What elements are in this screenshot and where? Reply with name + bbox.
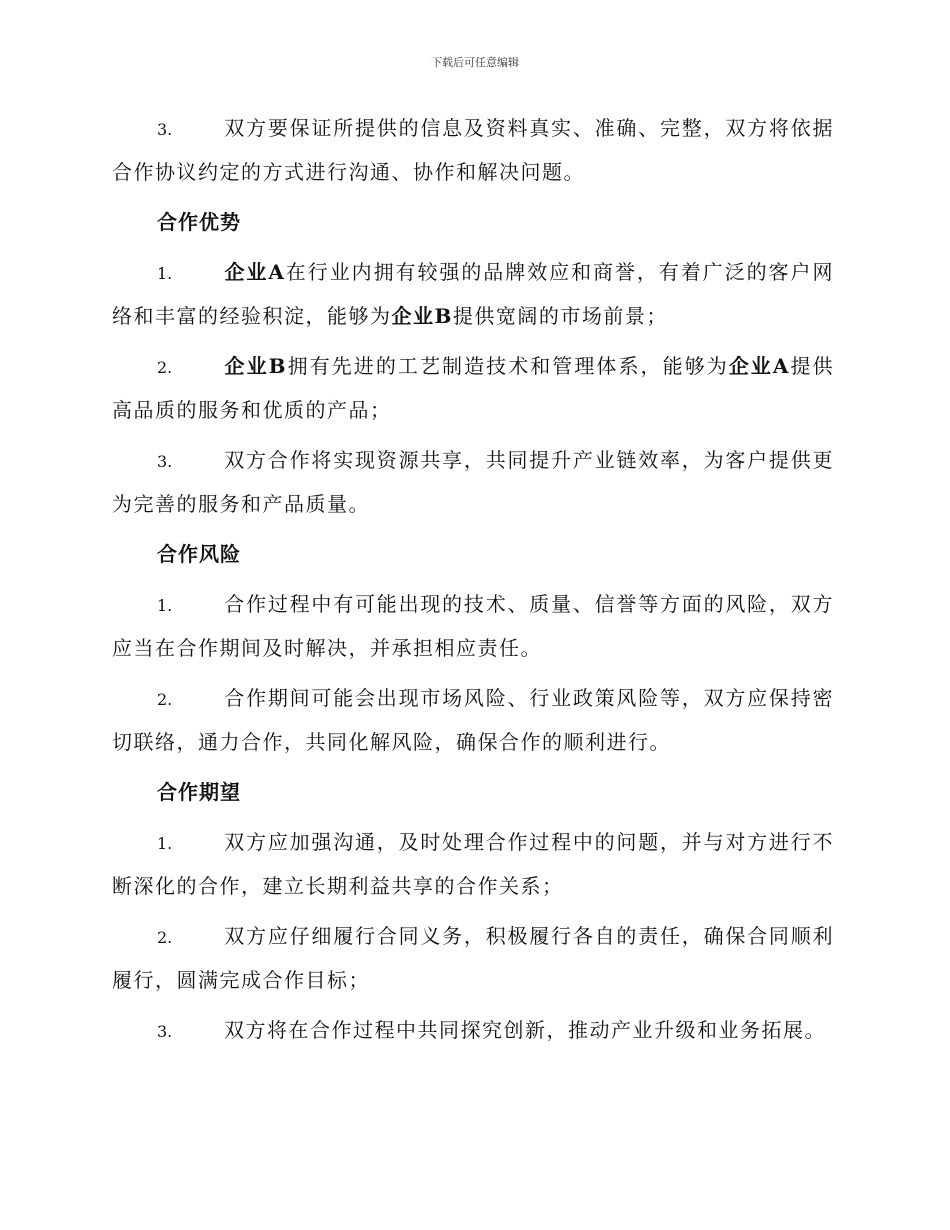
numbered-paragraph <box>112 821 834 907</box>
paragraph-text: 双方合作将实现资源共享，共同提升产业链效率，为客户提供更为完善的服务和产品质量。 <box>112 448 834 516</box>
numbered-paragraph <box>112 439 834 525</box>
item-number: 1. <box>157 596 173 615</box>
paragraph-text: 合作过程中有可能出现的技术、质量、信誉等方面的风险，双方应当在合作期间及时解决，并承担相应责任。 <box>112 592 834 660</box>
numbered-paragraph <box>112 1009 834 1053</box>
paragraph-text: 拥有先进的工艺制造技术和管理体系，能够为 <box>287 354 729 378</box>
item-number: 2. <box>157 358 173 377</box>
company-name: 企业B <box>224 354 288 378</box>
numbered-paragraph <box>112 583 834 669</box>
paragraph-text: 提供高品质的服务和优质的产品； <box>112 354 835 422</box>
numbered-paragraph <box>112 107 834 193</box>
page-header: 下载后可任意编辑 <box>431 56 519 69</box>
item-number: 3. <box>157 120 173 139</box>
section-heading: 合作风险 <box>157 542 241 566</box>
paragraph-text: 双方将在合作过程中共同探究创新，推动产业升级和业务拓展。 <box>224 1018 826 1042</box>
item-number: 2. <box>157 928 173 947</box>
numbered-paragraph <box>112 345 834 431</box>
company-name: 企业A <box>728 354 790 378</box>
document-body <box>112 107 834 1061</box>
section-heading: 合作期望 <box>157 780 241 804</box>
item-number: 1. <box>157 264 173 283</box>
numbered-paragraph <box>112 915 834 1001</box>
item-number: 3. <box>157 1022 173 1041</box>
numbered-paragraph <box>112 251 834 337</box>
paragraph-text: 双方应仔细履行合同义务，积极履行各自的责任，确保合同顺利履行，圆满完成合作目标； <box>112 924 834 992</box>
paragraph-text: 提供宽阔的市场前景； <box>452 304 668 328</box>
paragraph-text: 合作期间可能会出现市场风险、行业政策风险等，双方应保持密切联络，通力合作，共同化解风险，确保合作的顺利进行。 <box>112 686 834 754</box>
item-number: 1. <box>157 834 173 853</box>
paragraph-text: 在行业内拥有较强的品牌效应和商誉，有着广泛的客户网络和丰富的经验积淀，能够为 <box>112 260 834 328</box>
item-number: 3. <box>157 452 173 471</box>
numbered-paragraph <box>112 677 834 763</box>
paragraph-text: 双方应加强沟通，及时处理合作过程中的问题，并与对方进行不断深化的合作，建立长期利益共享的合作关系； <box>112 830 834 898</box>
company-name: 企业A <box>224 260 286 284</box>
company-name: 企业B <box>391 304 453 328</box>
paragraph-text: 双方要保证所提供的信息及资料真实、准确、完整，双方将依据合作协议约定的方式进行沟通、协作和解决问题。 <box>112 116 834 184</box>
section-heading: 合作优势 <box>157 210 241 234</box>
item-number: 2. <box>157 690 173 709</box>
